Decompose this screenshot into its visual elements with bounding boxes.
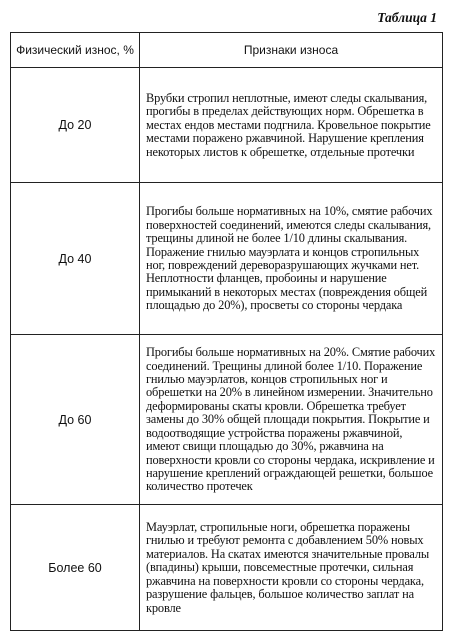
header-wear-signs: Признаки износа	[140, 33, 443, 68]
wear-signs-cell: Прогибы больше нормативных на 20%. Смятие рабочих соединений. Трещины длиной более 1/10. Поражение гнилью мауэрлатов, концов стропильных ног и обрешетки на 20% в линейном измерении. Значительно деформированы скаты кровли. Обрешетка требует замены до 30% общей площади покрытия. Покрытие и водоотводящие устройства поражены ржавчиной, имеют свищи площадью до 30%, ржавчина на поверхности кровли со стороны чердака, искривление и нарушение креплений ограждающей решетки, большое количество протечек	[140, 335, 443, 505]
table-row	[11, 68, 443, 183]
header-physical-wear: Физический износ, %	[11, 33, 140, 68]
wear-signs-cell: Прогибы больше нормативных на 10%, смятие рабочих поверхностей соединений, имеются следы скалывания, трещины длиной не более 1/10 длины скалывания. Поражение гнилью мауэрлата и концов стропильных ног, повреждений дереворазрушающих жучками нет. Неплотности фланцев, пробоины и нарушение примыканий в некоторых местах (повреждения общей площадью до 20%), просветы со стороны чердака	[140, 183, 443, 335]
wear-degree-cell: До 60	[11, 335, 140, 505]
wear-table	[10, 32, 443, 631]
table-row	[11, 335, 443, 505]
table-caption: Таблица 1	[377, 10, 437, 25]
wear-signs-cell: Врубки стропил неплотные, имеют следы скалывания, прогибы в пределах действующих норм. Обрешетка в местах ендов местами подгнила. Кровельное покрытие местами поражено ржавчиной. Нарушение крепления некоторых листов к обрешетке, отдельные протечки	[140, 68, 443, 183]
wear-degree-cell: До 20	[11, 68, 140, 183]
table-header-row	[11, 33, 443, 68]
table-row	[11, 505, 443, 631]
wear-degree-cell: До 40	[11, 183, 140, 335]
table-row	[11, 183, 443, 335]
wear-signs-cell: Мауэрлат, стропильные ноги, обрешетка поражены гнилью и требуют ремонта с добавлением 50% новых материалов. На скатах имеются значительные провалы (впадины) крыши, повсеместные протечки, сильная ржавчина на поверхности кровли со стороны чердака, разрушение фальцев, большое количество заплат на кровле	[140, 505, 443, 631]
wear-degree-cell: Более 60	[11, 505, 140, 631]
